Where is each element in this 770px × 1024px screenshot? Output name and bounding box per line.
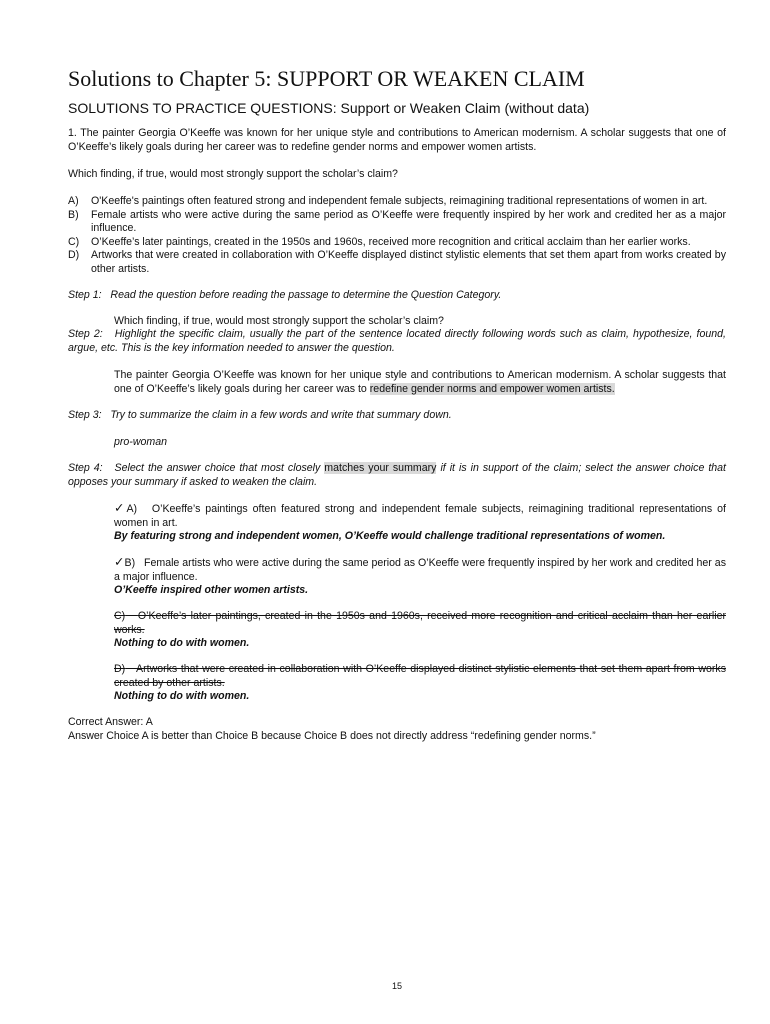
evaluation-a [114,502,726,544]
choice-letter: C) [114,610,126,622]
page-number: 15 [391,981,402,991]
choice-text: O’Keeffe’s paintings often featured strong and independent female subjects, reimagining traditional representations of women in art. [114,503,726,529]
evaluation-d [114,663,726,704]
evaluation-choice [114,663,726,690]
step-text: Read the question before reading the passage to determine the Question Category. [110,289,502,301]
highlighted-claim: redefine gender norms and empower women artists. [369,382,615,395]
evaluation-note: Nothing to do with women. [114,690,250,702]
check-icon: ✓ [114,501,127,515]
evaluation-choice [114,556,726,584]
check-icon: ✓ [114,555,125,569]
option-text: Female artists who were active during the same period as O’Keeffe were frequently inspired by her work and credited her as a major influence. [91,208,726,234]
step-1 [68,289,726,303]
question-prompt: Which finding, if true, would most strongly support the scholar’s claim? [68,168,398,180]
answer-explanation: Answer Choice A is better than Choice B because Choice B does not directly address “redefining gender norms.” [68,730,596,742]
evaluation-choice [114,502,726,530]
step-label: Step 1: [68,289,102,301]
section-subtitle: SOLUTIONS TO PRACTICE QUESTIONS: Support or Weaken Claim (without data) [68,100,590,116]
step-2-passage [114,369,726,396]
passage-text: The painter Georgia O’Keeffe was known for her unique style and contributions to American modernism. A scholar suggests that one of O’Keeffe’s likely goals during her career was to [114,369,726,395]
step-1-quote: Which finding, if true, would most strongly support the scholar’s claim? [114,315,444,327]
question-stem: 1. The painter Georgia O’Keeffe was known for her unique style and contributions to American modernism. A scholar suggests that one of O’Keeffe’s likely goals during her career was to redefine gender norms and empower women artists. [68,127,726,153]
step-label: Step 2: [68,328,103,340]
choice-text: O’Keeffe’s later paintings, created in the 1950s and 1960s, received more recognition and critical acclaim than her earlier works. [114,610,726,636]
step-4 [68,462,726,489]
option-a [68,195,726,209]
step-2 [68,328,726,355]
option-letter: C) [68,235,80,248]
step-text: Highlight the specific claim, usually the part of the sentence located directly following words such as claim, hypothesize, found, argue, etc. This is the key information needed to answer the question. [68,328,726,354]
evaluation-note: O’Keeffe inspired other women artists. [114,584,309,596]
choice-letter: D) [114,663,126,675]
choice-text: Female artists who were active during the same period as O’Keeffe were frequently inspired by her work and credited her as a major influence. [114,557,726,583]
evaluation-b [114,556,726,598]
option-d [68,249,726,276]
option-b [68,209,726,236]
correct-answer: Correct Answer: A [68,716,153,728]
choice-letter: A) [126,503,138,515]
evaluation-c [114,610,726,651]
evaluation-note: Nothing to do with women. [114,637,250,649]
choice-letter: B) [124,557,136,569]
option-text: O’Keeffe’s later paintings, created in the 1950s and 1960s, received more recognition and critical acclaim than her earlier works. [91,235,691,248]
option-c [68,236,726,250]
evaluation-note: By featuring strong and independent women, O’Keeffe would challenge traditional representations of women. [114,530,666,542]
answer-options [68,195,726,276]
evaluation-choice [114,610,726,637]
step-text: Try to summarize the claim in a few words and write that summary down. [110,409,452,421]
option-letter: D) [68,249,80,261]
step-text: Select the answer choice that most closely [114,462,321,474]
claim-summary: pro-woman [114,436,167,448]
step-text-continued: if it is in support of the claim; select the answer choice that opposes your summary if asked to weaken the claim. [68,462,726,488]
option-text: O'Keeffe's paintings often featured strong and independent female subjects, reimagining traditional representations of women in art. [91,195,708,207]
option-letter: A) [68,195,79,207]
choice-text: Artworks that were created in collaboration with O’Keeffe displayed distinct stylistic elements that set them apart from works created by other artists. [114,663,726,689]
step-3 [68,409,726,423]
highlighted-summary: matches your summary [324,462,437,474]
chapter-title: Solutions to Chapter 5: SUPPORT OR WEAKEN CLAIM [68,66,585,91]
step-label: Step 3: [68,409,102,421]
step-label: Step 4: [68,462,103,474]
option-letter: B) [68,208,79,221]
option-text: Artworks that were created in collaboration with O’Keeffe displayed distinct stylistic elements that set them apart from works created by other artists. [91,249,726,275]
